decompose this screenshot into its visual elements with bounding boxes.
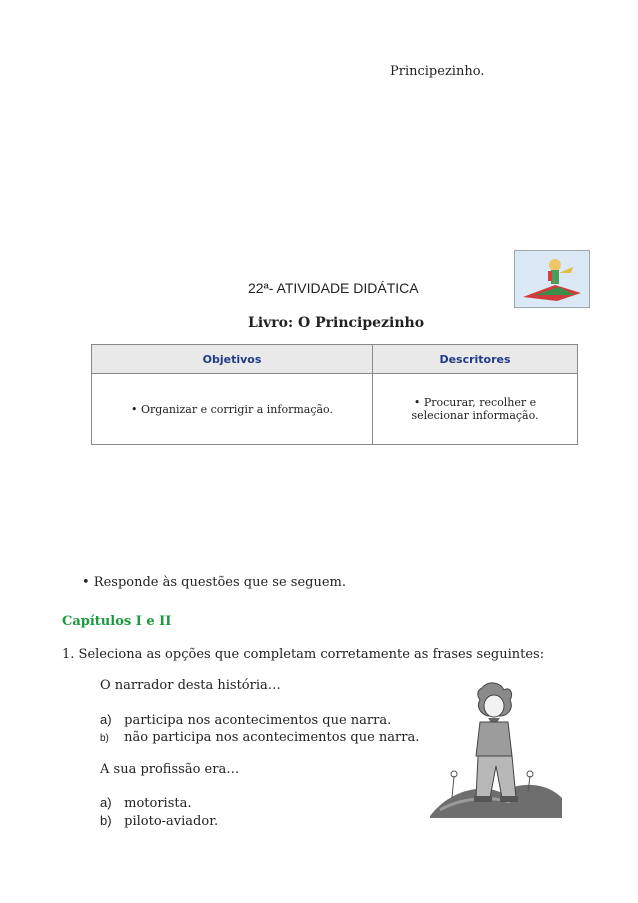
option-label: b): [100, 733, 109, 744]
instruction-text: • Responde às questões que se seguem.: [82, 575, 347, 590]
option-text: não participa nos acontecimentos que narra.: [124, 730, 420, 745]
option-a-participa: [100, 712, 391, 728]
table-header-row: [92, 345, 578, 374]
little-prince-illustration: [430, 680, 562, 818]
option-b-nao-participa: [100, 730, 419, 745]
option-label: a): [100, 795, 112, 810]
section-title: Capítulos I e II: [62, 614, 172, 629]
page-subtitle: Livro: O Principezinho: [248, 315, 425, 331]
question-prompt-narrator: O narrador desta história…: [100, 678, 281, 693]
option-text: piloto-aviador.: [124, 814, 219, 829]
little-prince-scarf-illustration: [514, 250, 590, 308]
table-cell: • Organizar e corrigir a informação.: [92, 374, 373, 445]
question-prompt-profession: A sua profissão era…: [100, 762, 240, 777]
option-label: b): [100, 813, 112, 828]
option-b-piloto: [100, 813, 218, 829]
option-text: motorista.: [124, 796, 192, 811]
option-text: participa nos acontecimentos que narra.: [124, 713, 392, 728]
table-cell: • Procurar, recolher e selecionar informação.: [373, 374, 578, 445]
table-row: [92, 374, 578, 445]
table-header-descritores: Descritores: [373, 345, 578, 374]
question-1: 1. Seleciona as opções que completam corretamente as frases seguintes:: [62, 647, 545, 662]
page-title: 22ª- ATIVIDADE DIDÁTICA: [248, 280, 419, 296]
top-text: Principezinho.: [390, 64, 485, 79]
option-a-motorista: [100, 795, 192, 811]
option-label: a): [100, 712, 112, 727]
table-header-objetivos: Objetivos: [92, 345, 373, 374]
objectives-table: [91, 344, 578, 445]
